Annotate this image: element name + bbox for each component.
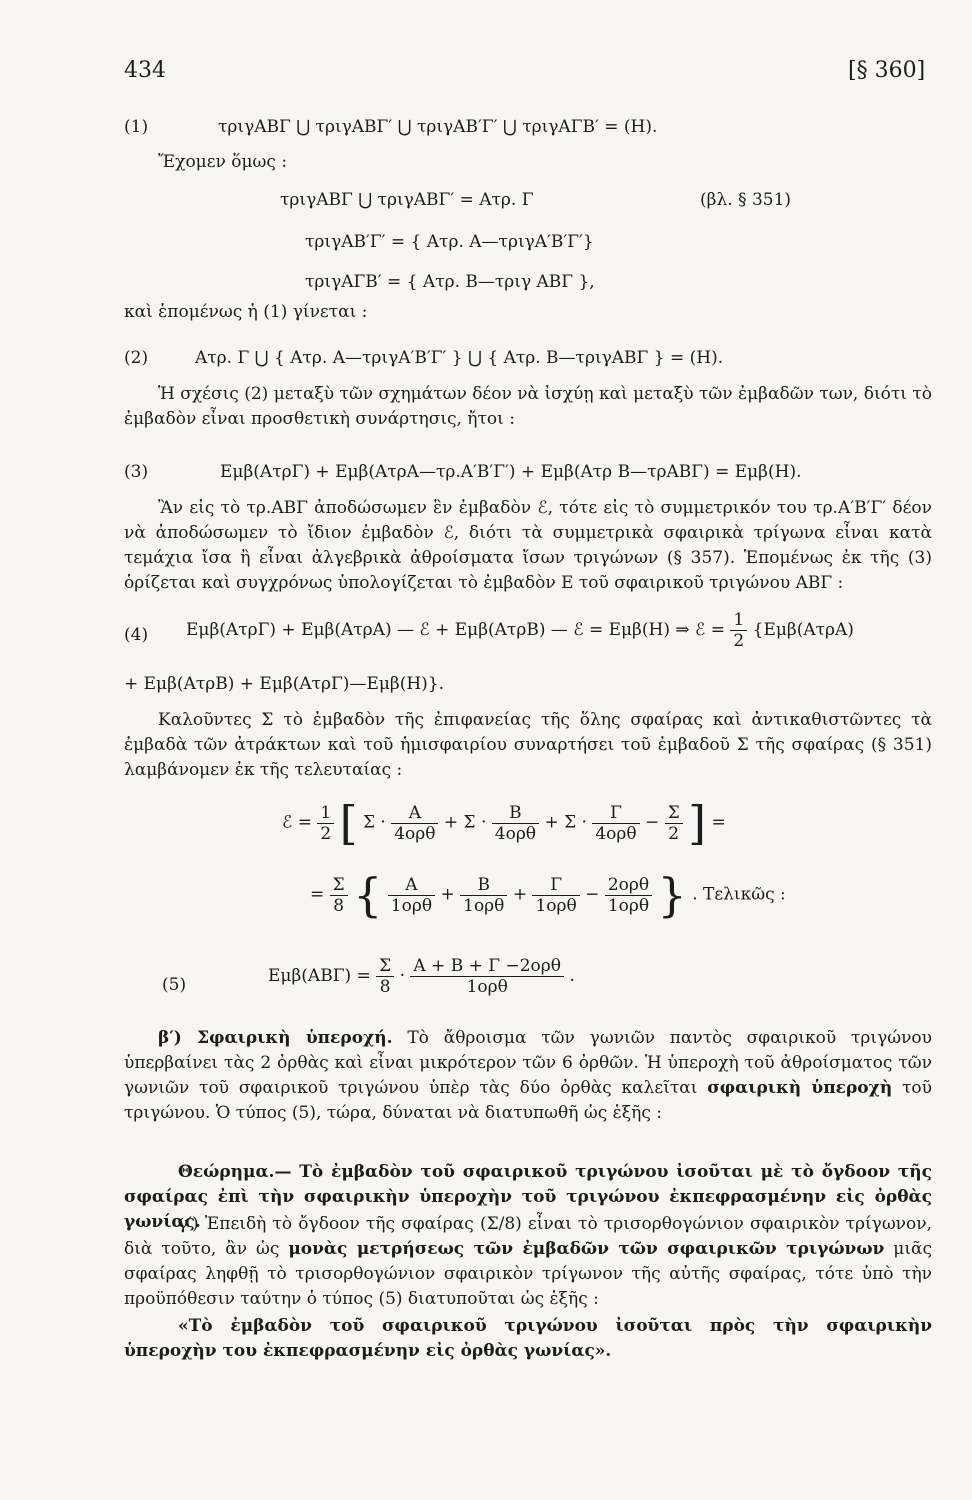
line-trig-abg: τριγΑΒΓ ⋃ τριγΑΒΓ′ = Ατρ. Γ [280,190,534,210]
paragraph-sigma: Καλοῦντες Σ τὸ ἐμβαδὸν τῆς ἐπιφανείας τῆς ὅλης σφαίρας καὶ ἀντικαθιστῶντες τὰ ἐμβαδὰ τῶν ἀτράκτων καὶ τοῦ ἡμισφαιρίου συναρτήσει τοῦ ἐμβαδοῦ Σ τῆς σφαίρας (§ 351) λαμβάνομεν ἐκ τῆς τελευταίας : [124,710,932,780]
gamma-term: μονὰς μετρήσεως τῶν ἐμβαδῶν τῶν σφαιρικῶν τριγώνων [288,1239,885,1259]
exomen-text: Ἔχομεν ὅμως : [158,152,288,172]
equation-label-5: (5) [162,975,187,995]
equation-1: τριγΑΒΓ ⋃ τριγΑΒΓ′ ⋃ τριγΑΒ′Γ′ ⋃ τριγΑΓΒ′ = (Η). [218,117,658,137]
eq5-main-frac [410,956,564,997]
equation-2: Ατρ. Γ ⋃ { Ατρ. Α—τριγΑ′Β′Γ′ } ⋃ { Ατρ. Β—τριγΑΒΓ } = (Η). [195,348,724,368]
line-trig-abg-prime: τριγΑΒ′Γ′ = { Ατρ. Α—τριγΑ′Β′Γ′} [305,232,594,252]
f1-b-d: 4ορθ [494,823,537,844]
f2-g-frac [532,875,579,916]
half-numerator: 1 [730,610,747,631]
f1-s2-d: 2 [668,823,680,844]
paragraph-symmetric: Ἂν εἰς τὸ τρ.ΑΒΓ ἀποδώσωμεν ἓν ἐμβαδὸν ℰ, τότε εἰς τὸ συμμετρικόν του τρ.Α′Β′Γ′ δέον νὰ ἀποδώσωμεν τὸ ἴδιον ἐμβαδὸν ℰ, διότι τὰ συμμετρικὰ σφαιρικὰ τρίγωνα εἶναι κατὰ τεμάχια ἴσα ἢ εἶναι ἀλγεβρικὰ ἀθροίσματα ἴσων τριγώνων (§ 357). Ἑπομένως ἐκ τῆς (3) ὁρίζεται καὶ συγχρόνως ὑπολογίζεται τὸ ἐμβαδὸν Ε τοῦ σφαιρικοῦ τριγώνου ΑΒΓ : [124,498,932,593]
eq5-d: 1ορθ [466,977,508,997]
equation-label-2: (2) [124,348,149,368]
f1-a-n: Α [391,803,438,824]
beta-text: Τὸ ἄθροισμα τῶν γωνιῶν παντὸς σφαιρικοῦ τριγώνου ὑπερβαίνει τὰς 2 ὀρθὰς καὶ εἶναι μικρότερον τῶν 6 ὀρθῶν. Ἡ ὑπεροχὴ τοῦ ἀθροίσματος τῶν γωνιῶν τοῦ σφαιρικοῦ τριγώνου ὑπὲρ τὰς δύο ὀρθὰς καλεῖται [124,1028,933,1098]
page-number: 434 [124,58,166,83]
equation-label-4: (4) [124,625,149,645]
f1-sigma: Σ · [362,812,386,833]
f1-b-frac [492,803,539,844]
kai-epomenos-text: καὶ ἑπομένως ἡ (1) γίνεται : [124,302,368,322]
paragraph-additive: Ἡ σχέσις (2) μεταξὺ τῶν σχημάτων δέον νὰ ἰσχύῃ καὶ μεταξὺ τῶν ἐμβαδῶν των, διότι τὸ ἐμβαδὸν εἶναι προσθετικὴ συνάρτησις, ἤτοι : [124,384,932,429]
f1-plus-1: + Σ · [443,812,487,833]
paragraph-spherical-excess [124,1026,932,1126]
f1-plus-2: + Σ · [544,812,587,833]
f2-r-n: 2ορθ [605,875,652,896]
f2-g-n: Γ [532,875,579,896]
paragraph-unit [124,1212,932,1312]
f2-s-n: Σ [330,875,348,896]
f2-tail: . Τελικῶς : [692,884,786,905]
f1-close-brace: ] [688,796,707,850]
eq5-end: . [569,966,575,986]
equation-4 [186,610,854,651]
f1-s2-frac [665,803,683,844]
theorem-title: Θεώρημα.— [178,1162,292,1182]
formula-area-2: = $\frac{\Sigma}{8}$ { $\frac{A}{\text{1ορθ}}$ + $\frac{B}{\text{1ορθ}}$ + $\frac{\Gamma}{\text{1ορθ}}$ − $\frac{\text{2ορθ}}{\text{1ορθ}}$ } . Τελικῶς : [310,868,786,922]
f2-s-d: 8 [333,895,345,916]
f2-r-frac [605,875,652,916]
eq5-dot: · [399,966,406,986]
f1-a-d: 4ορθ [394,823,436,844]
equation-4-text: Εμβ(ΑτρΓ) + Εμβ(ΑτρΑ) — ℰ + Εμβ(ΑτρΒ) — ℰ = Εμβ(Η) ⇒ ℰ = [186,620,725,640]
f1-g-n: Γ [592,803,639,824]
f1-half-n: 1 [317,803,334,824]
f1-half-d: 2 [320,823,332,844]
f2-lhs: = [310,884,325,905]
eq5-s-d: 8 [379,977,391,997]
equation-3: Εμβ(ΑτρΓ) + Εμβ(ΑτρΑ—τρ.Α′Β′Γ′) + Εμβ(Ατρ Β—τρΑΒΓ) = Εμβ(Η). [220,462,802,482]
gamma-text: γ′) Ἐπειδὴ τὸ ὄγδοον τῆς σφαίρας (Σ/8) εἶναι τὸ τρισορθογώνιον σφαιρικὸν τρίγωνον, διὰ τοῦτο, ἂν ὡς [124,1214,932,1259]
f2-open-brace: { [353,868,383,922]
f2-a-d: 1ορθ [390,895,433,916]
equation-5 [268,956,575,997]
equation-4-tail: {Εμβ(ΑτρΑ) [752,620,854,640]
f2-a-frac [388,875,435,916]
f2-s-frac [330,875,348,916]
eq5-s-n: Σ [376,956,394,977]
theorem-text: Τὸ ἐμβαδὸν τοῦ σφαιρικοῦ τριγώνου ἰσοῦται μὲ τὸ ὄγδοον τῆς σφαίρας ἐπὶ τὴν σφαιρικὴν ὑπεροχὴν τοῦ τριγώνου ἐκπεφρασμένην εἰς ὀρθὰς γωνίας. [124,1162,932,1232]
f1-g-d: 4ορθ [595,823,637,844]
f1-eq: = [711,812,726,833]
final-statement: «Τὸ ἐμβαδὸν τοῦ σφαιρικοῦ τριγώνου ἰσοῦται πρὸς τὴν σφαιρικὴν ὑπεροχὴν του ἐκπεφρασμένην εἰς ὀρθὰς γωνίας». [124,1316,932,1361]
f2-b-d: 1ορθ [463,895,505,916]
ref-351: (βλ. § 351) [700,190,792,210]
f2-g-d: 1ορθ [535,895,577,916]
f2-r-d: 1ορθ [607,895,650,916]
f2-b-frac [460,875,507,916]
equation-label-3: (3) [124,462,149,482]
beta-term: σφαιρικὴ ὑπεροχὴ [707,1078,893,1098]
f2-a-n: Α [388,875,435,896]
f1-open-brace: [ [339,796,358,850]
equation-4-line2: + Εμβ(ΑτρΒ) + Εμβ(ΑτρΓ)—Εμβ(Η)}. [124,674,445,694]
f1-g-frac [592,803,639,844]
equation-4-half [730,610,747,651]
f1-a-frac [391,803,438,844]
eq5-n: Α + Β + Γ −2ορθ [410,956,564,977]
f1-s2-n: Σ [665,803,683,824]
f1-half [317,803,334,844]
half-denominator: 2 [733,631,745,651]
eq5-lhs: Εμβ(ΑΒΓ) = [268,966,371,986]
formula-area-1: ℰ = $\frac{1}{2}$ [ Σ · $\frac{A}{\text{4ορθ}}$ + Σ · $\frac{B}{\text{4ορθ}}$ + Σ · $\frac{\Gamma}{\text{4ορθ}}$ − $\frac{\Sigma}{2}$ ] = [282,796,726,850]
eq5-s-frac [376,956,394,997]
f2-b-n: Β [460,875,507,896]
beta-text2: τοῦ τριγώνου. Ὁ τύπος (5), τώρα, δύναται νὰ διατυπωθῆ ὡς ἑξῆς : [124,1078,932,1123]
beta-title: β′) Σφαιρικὴ ὑπεροχή. [158,1028,393,1048]
f1-lhs: ℰ = [282,812,312,833]
f2-close-brace: } [657,868,687,922]
equation-label-1: (1) [124,117,149,137]
section-reference: [§ 360] [848,58,926,83]
gamma-text2: μιᾶς σφαίρας ληφθῇ τὸ τρισορθογώνιον σφαιρικὸν τρίγωνον τῆς αὐτῆς σφαίρας, τότε ὑπὸ τὴν προϋπόθεσιν ταύτην ὁ τύπος (5) διατυποῦται ὡς ἑξῆς : [124,1239,932,1309]
f1-b-n: Β [492,803,539,824]
line-trig-agb-prime: τριγΑΓΒ′ = { Ατρ. Β—τριγ ΑΒΓ }, [305,272,595,292]
